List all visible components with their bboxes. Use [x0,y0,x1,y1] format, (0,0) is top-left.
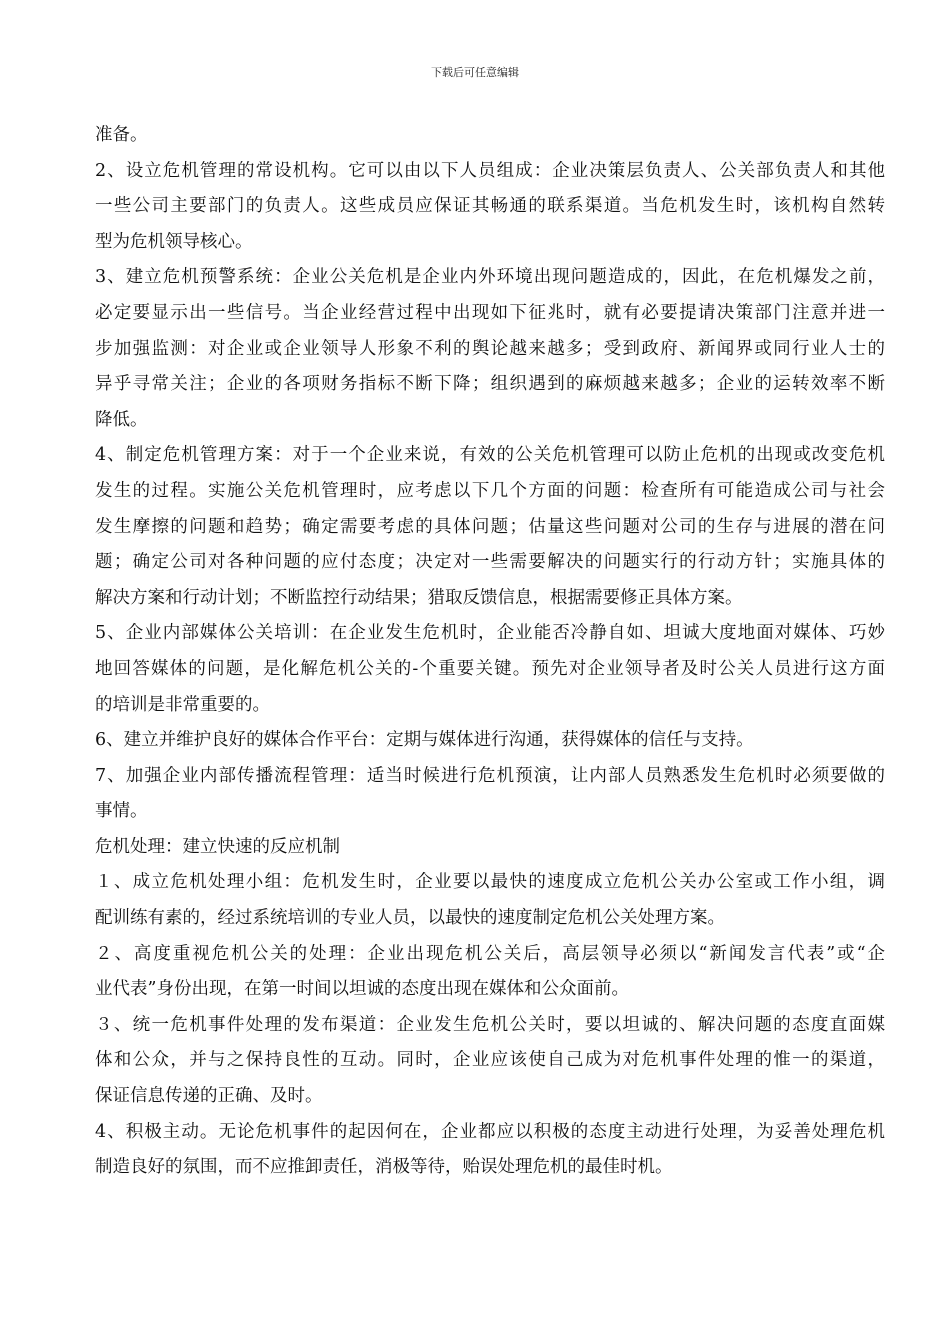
text-line: 6、建立并维护良好的媒体合作平台：定期与媒体进行沟通，获得媒体的信任与支持。 [95,730,754,751]
text-line: １、成立危机处理小组：危机发生时，企业要以最快的速度成立危机公关办公室或工作小组，调 [95,872,885,893]
text-line: ３、统一危机事件处理的发布渠道：企业发生危机公关时，要以坦诚的、解决问题的态度直面媒 [95,1014,885,1035]
text-line: 准备。 [95,125,148,145]
text-line: 4、积极主动。无论危机事件的起因何在，企业都应以积极的态度主动进行处理，为妥善处理危机 [95,1121,885,1142]
text-line: 保证信息传递的正确、及时。 [95,1086,323,1107]
text-line: 发生摩擦的问题和趋势；确定需要考虑的具体问题；估量这些问题对公司的生存与进展的潜在问 [95,516,885,537]
text-line: 降低。 [95,409,148,430]
document-body [95,118,885,1186]
paragraph [95,154,885,261]
paragraph [95,1115,885,1186]
text-line: 4、制定危机管理方案：对于一个企业来说，有效的公关危机管理可以防止危机的出现或改变危机 [95,445,885,466]
paragraph [95,865,885,936]
text-line: 地回答媒体的问题，是化解危机公关的-个重要关键。预先对企业领导者及时公关人员进行这方面 [95,658,885,679]
text-line: 解决方案和行动计划；不断监控行动结果；猎取反馈信息，根据需要修正具体方案。 [95,587,743,608]
text-line: ２、高度重视危机公关的处理：企业出现危机公关后，高层领导必须以“新闻发言代表”或“企 [95,943,885,964]
paragraph [95,830,885,866]
text-line: 业代表”身份出现，在第一时间以坦诚的态度出现在媒体和公众面前。 [95,979,629,1000]
page-header: 下载后可任意编辑 [431,66,519,79]
paragraph [95,937,885,1008]
text-line: 的培训是非常重要的。 [95,694,270,715]
text-line: 体和公众，并与之保持良性的互动。同时，企业应该使自己成为对危机事件处理的惟一的渠道， [95,1050,885,1071]
text-line: 配训练有素的，经过系统培训的专业人员，以最快的速度制定危机公关处理方案。 [95,908,725,929]
paragraph [95,260,885,438]
text-line: 2、设立危机管理的常设机构。它可以由以下人员组成：企业决策层负责人、公关部负责人和其他 [95,160,885,181]
text-line: 型为危机领导核心。 [95,231,253,252]
paragraph [95,1008,885,1115]
text-line: 3、建立危机预警系统：企业公关危机是企业内外环境出现问题造成的，因此，在危机爆发之前， [95,267,885,288]
text-line: 一些公司主要部门的负责人。这些成员应保证其畅通的联系渠道。当危机发生时，该机构自然转 [95,196,885,217]
text-line: 发生的过程。实施公关危机管理时，应考虑以下几个方面的问题：检查所有可能造成公司与社会 [95,480,885,501]
paragraph [95,723,885,759]
text-line: 事情。 [95,801,148,822]
text-line: 5、企业内部媒体公关培训：在企业发生危机时，企业能否冷静自如、坦诚大度地面对媒体、巧妙 [95,623,885,644]
text-line: 步加强监测：对企业或企业领导人形象不利的舆论越来越多；受到政府、新闻界或同行业人士的 [95,338,885,359]
text-line: 危机处理：建立快速的反应机制 [95,836,340,857]
text-line: 题；确定公司对各种问题的应付态度；决定对一些需要解决的问题实行的行动方针；实施具体的 [95,552,885,573]
paragraph [95,438,885,616]
paragraph [95,616,885,723]
paragraph [95,118,885,154]
text-line: 制造良好的氛围，而不应推卸责任，消极等待，贻误处理危机的最佳时机。 [95,1157,673,1178]
text-line: 7、加强企业内部传播流程管理：适当时候进行危机预演，让内部人员熟悉发生危机时必须要做的 [95,765,885,786]
paragraph [95,759,885,830]
text-line: 异乎寻常关注；企业的各项财务指标不断下降；组织遇到的麻烦越来越多；企业的运转效率不断 [95,374,885,395]
text-line: 必定要显示出一些信号。当企业经营过程中出现如下征兆时，就有必要提请决策部门注意并进一 [95,302,885,323]
